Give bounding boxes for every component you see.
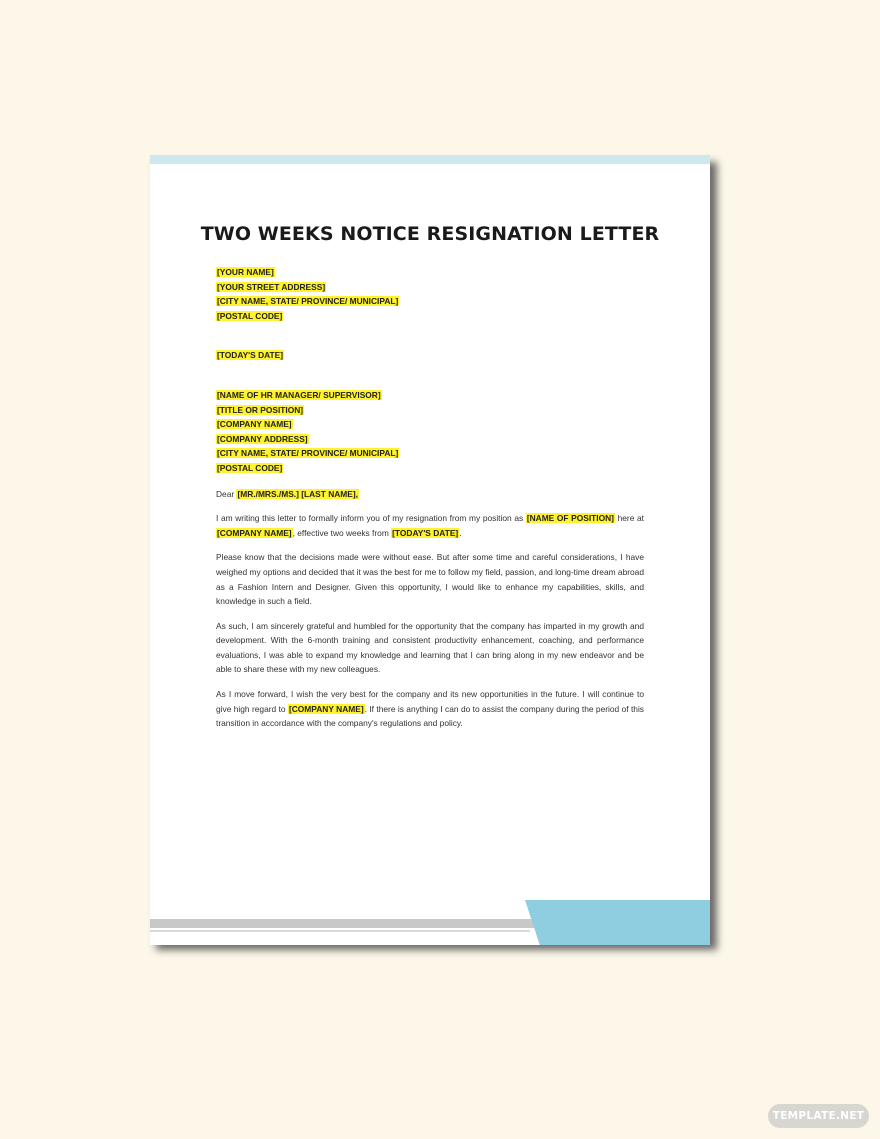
document-title: TWO WEEKS NOTICE RESIGNATION LETTER: [200, 223, 660, 245]
recipient-block: [216, 388, 644, 476]
recipient-postal: [POSTAL CODE]: [217, 462, 283, 473]
paragraph-resignation: [216, 511, 644, 540]
sender-city: [CITY NAME, STATE/ PROVINCE/ MUNICIPAL]: [217, 296, 399, 307]
salutation: [216, 487, 644, 502]
salutation-name: [MR./MRS./MS.] [LAST NAME],: [237, 488, 358, 499]
company-placeholder: [COMPANY NAME]: [217, 527, 292, 538]
sender-postal: [POSTAL CODE]: [217, 310, 283, 321]
watermark-badge[interactable]: TEMPLATE.NET: [768, 1104, 869, 1128]
footer-blue-shape: [525, 900, 710, 945]
para1-text-2: here at: [614, 513, 644, 524]
footer-gray-bar: [150, 919, 580, 928]
recipient-city: [CITY NAME, STATE/ PROVINCE/ MUNICIPAL]: [217, 448, 399, 459]
date-block: [216, 348, 644, 363]
sender-street: [YOUR STREET ADDRESS]: [217, 281, 326, 292]
para4-text-2: . If there is anything I can do to assist the company during the period of this transition in accordance with the company's regulations and policy.: [216, 703, 644, 729]
letter-date: [TODAY'S DATE]: [217, 350, 284, 361]
paragraph-gratitude: As such, I am sincerely grateful and humbled for the opportunity that the company has imparted in my growth and development. With the 6-month training and consistent productivity enhancement, coaching, and performance evaluations, I was able to expand my knowledge and learning that I can bring along in my new endeavor and be able to share these with my new colleagues.: [216, 620, 644, 675]
date-placeholder: [TODAY'S DATE]: [392, 527, 459, 538]
recipient-manager: [NAME OF HR MANAGER/ SUPERVISOR]: [217, 389, 381, 400]
company-placeholder-2: [COMPANY NAME]: [288, 703, 364, 714]
recipient-company: [COMPANY NAME]: [217, 419, 292, 430]
letter-body: [216, 265, 644, 741]
recipient-title: [TITLE OR POSITION]: [217, 404, 304, 415]
para1-text-4: .: [459, 527, 462, 538]
para4-text-1: As I move forward, I wish the very best for the company and its new opportunities in the future. I will continue to give high regard to: [216, 689, 644, 714]
top-accent-bar: [150, 155, 710, 164]
para1-text-3: , effective two weeks from: [292, 527, 392, 538]
document-page: [150, 155, 710, 945]
recipient-address: [COMPANY ADDRESS]: [217, 433, 308, 444]
sender-name: [YOUR NAME]: [217, 267, 274, 277]
position-placeholder: [NAME OF POSITION]: [526, 513, 614, 524]
footer-gray-line: [150, 930, 530, 932]
paragraph-closing: [216, 687, 644, 731]
salutation-prefix: Dear: [216, 488, 237, 499]
sender-block: [216, 265, 644, 323]
paragraph-decision: Please know that the decisions made were without ease. But after some time and careful considerations, I have weighed my options and decided that it was the best for me to follow my field, passion, and long-time dream abroad as a Fashion Intern and Designer. Given this opportunity, I would like to enhance my capabilities, skills, and knowledge in such a field.: [216, 552, 644, 607]
para1-text-1: I am writing this letter to formally inform you of my resignation from my position as: [216, 513, 526, 524]
